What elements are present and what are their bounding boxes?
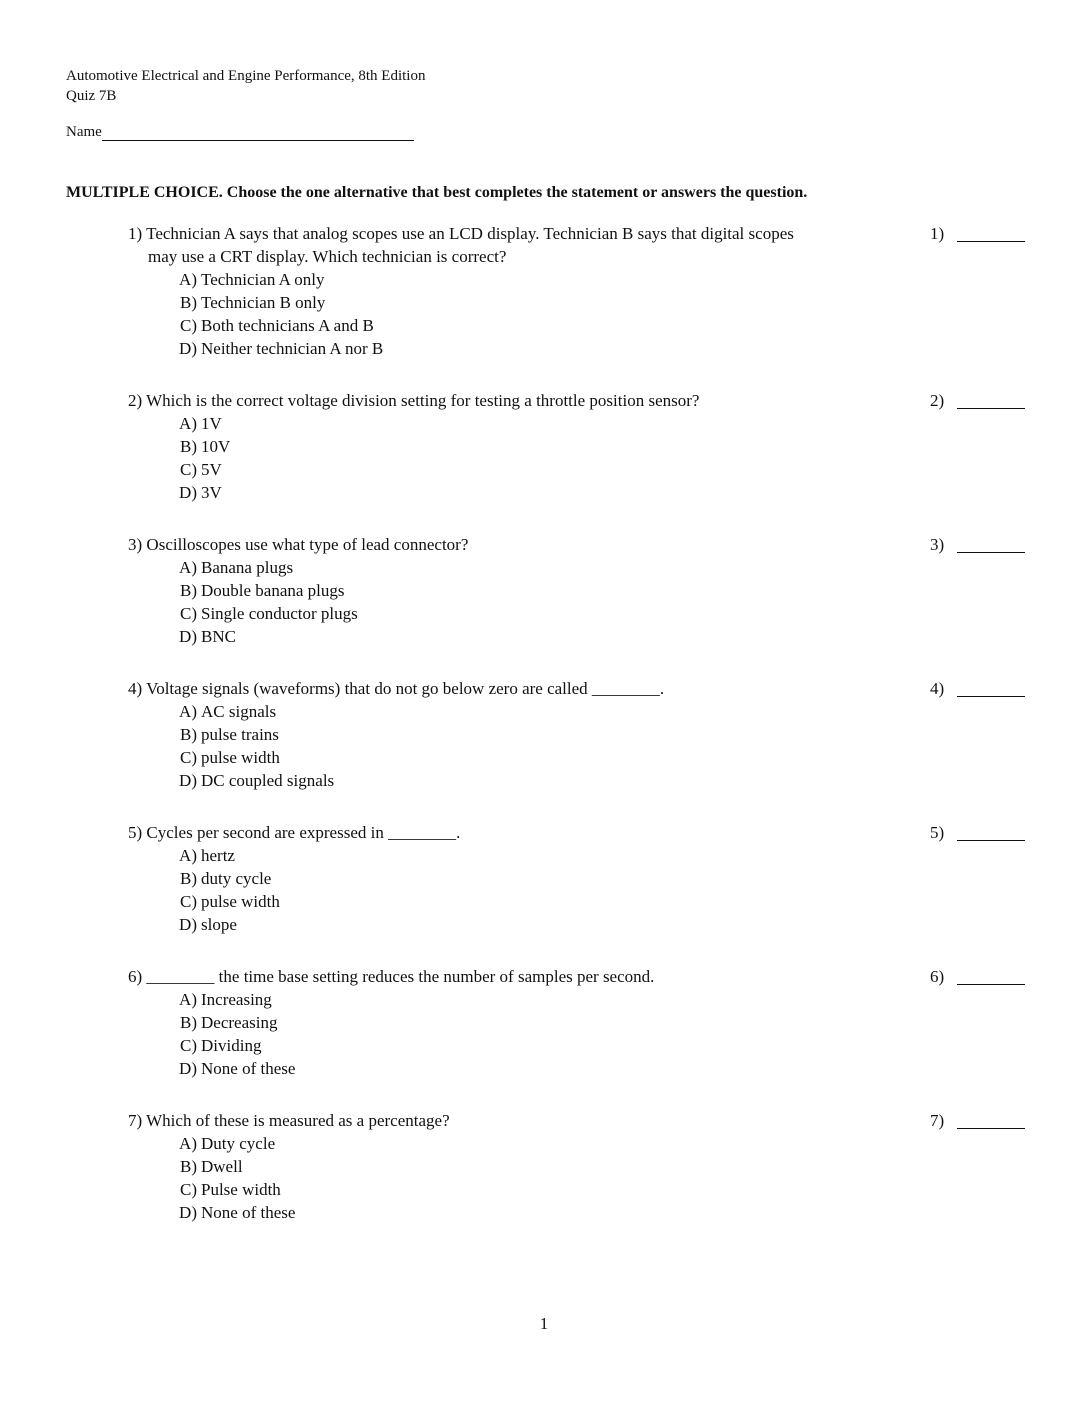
option-text: pulse trains — [201, 725, 279, 744]
question-text-line — [128, 389, 898, 412]
answer-option — [128, 435, 1028, 458]
instructions: MULTIPLE CHOICE. Choose the one alternative that best completes the statement or answers the question. — [66, 184, 808, 201]
question-text-line — [128, 222, 898, 245]
answer-option — [128, 867, 1028, 890]
document-header — [66, 66, 425, 106]
answer-option — [128, 268, 1028, 291]
question-number: 7) — [128, 1111, 143, 1130]
question-text-line — [128, 533, 898, 556]
question-text-content: Technician A says that analog scopes use an LCD display. Technician B says that digital scopes — [146, 224, 794, 243]
option-letter: D) — [179, 771, 197, 790]
question-number: 3) — [128, 535, 143, 554]
answer-option — [128, 412, 1028, 435]
question-text-content: Which is the correct voltage division setting for testing a throttle position sensor? — [146, 391, 700, 410]
question-text — [128, 389, 898, 412]
option-letter: D) — [179, 1203, 197, 1222]
option-letter: B) — [180, 437, 197, 456]
answer-blank[interactable] — [957, 241, 1025, 242]
question-text-content: Voltage signals (waveforms) that do not go below zero are called ________. — [146, 679, 665, 698]
question-list — [128, 222, 1028, 1253]
option-letter: D) — [179, 339, 197, 358]
option-text: None of these — [201, 1203, 296, 1222]
option-text: Duty cycle — [201, 1134, 276, 1153]
option-text: None of these — [201, 1059, 296, 1078]
question-text-content: Cycles per second are expressed in ________. — [146, 823, 461, 842]
option-text: 3V — [201, 483, 222, 502]
option-letter: B) — [180, 1157, 197, 1176]
answer-option — [128, 890, 1028, 913]
book-title: Automotive Electrical and Engine Performance, 8th Edition — [66, 68, 426, 84]
option-letter: D) — [179, 627, 197, 646]
option-text: hertz — [201, 846, 235, 865]
question-text-line — [128, 821, 898, 844]
option-text: 5V — [201, 460, 222, 479]
question-number: 5) — [128, 823, 143, 842]
option-text: AC signals — [201, 702, 277, 721]
option-letter: C) — [180, 460, 197, 479]
answer-option — [128, 291, 1028, 314]
answer-option — [128, 1155, 1028, 1178]
answer-option — [128, 723, 1028, 746]
question-text — [128, 533, 898, 556]
answer-blank[interactable] — [957, 1128, 1025, 1129]
option-text: Banana plugs — [201, 558, 294, 577]
answer-number: 4) — [930, 679, 945, 698]
answer-option — [128, 1132, 1028, 1155]
answer-number: 7) — [930, 1111, 945, 1130]
answer-option — [128, 844, 1028, 867]
question-text-content: Which of these is measured as a percentage? — [146, 1111, 450, 1130]
option-text: Decreasing — [201, 1013, 278, 1032]
answer-number: 1) — [930, 224, 945, 243]
option-text: duty cycle — [201, 869, 272, 888]
option-letter: D) — [179, 483, 197, 502]
option-text: DC coupled signals — [201, 771, 335, 790]
answer-option — [128, 602, 1028, 625]
answer-blank[interactable] — [957, 408, 1025, 409]
answer-blank[interactable] — [957, 984, 1025, 985]
option-text: Double banana plugs — [201, 581, 345, 600]
option-letter: B) — [180, 869, 197, 888]
option-letter: A) — [179, 990, 197, 1009]
answer-option — [128, 625, 1028, 648]
question-text-line — [128, 1109, 898, 1132]
answer-number: 3) — [930, 535, 945, 554]
question-7 — [128, 1109, 1028, 1224]
answer-option — [128, 1057, 1028, 1080]
option-letter: B) — [180, 581, 197, 600]
option-letter: C) — [180, 316, 197, 335]
option-letter: D) — [179, 1059, 197, 1078]
answer-blank[interactable] — [957, 696, 1025, 697]
question-text — [128, 222, 898, 268]
option-text: Increasing — [201, 990, 272, 1009]
option-letter: A) — [179, 414, 197, 433]
option-letter: C) — [180, 748, 197, 767]
option-text: BNC — [201, 627, 236, 646]
answer-option — [128, 1178, 1028, 1201]
answer-option — [128, 556, 1028, 579]
name-field — [66, 124, 414, 141]
name-label: Name — [66, 124, 102, 140]
question-text-content: ________ the time base setting reduces the number of samples per second. — [146, 967, 655, 986]
question-6 — [128, 965, 1028, 1080]
question-text-line — [128, 245, 898, 268]
answer-number: 6) — [930, 967, 945, 986]
option-text: 1V — [201, 414, 222, 433]
answer-option — [128, 700, 1028, 723]
answer-option — [128, 1011, 1028, 1034]
question-5 — [128, 821, 1028, 936]
question-number: 2) — [128, 391, 143, 410]
option-letter: C) — [180, 1036, 197, 1055]
answer-number: 2) — [930, 391, 945, 410]
question-text-content: Oscilloscopes use what type of lead connector? — [146, 535, 469, 554]
answer-number: 5) — [930, 823, 945, 842]
option-text: Technician A only — [201, 270, 325, 289]
option-letter: C) — [180, 892, 197, 911]
answer-option — [128, 337, 1028, 360]
option-text: 10V — [201, 437, 231, 456]
option-letter: A) — [179, 702, 197, 721]
option-letter: B) — [180, 1013, 197, 1032]
answer-option — [128, 458, 1028, 481]
option-letter: A) — [179, 846, 197, 865]
option-letter: D) — [179, 915, 197, 934]
question-text-line — [128, 677, 898, 700]
page-number: 1 — [539, 1314, 549, 1333]
name-blank-line — [102, 124, 414, 141]
answer-option — [128, 988, 1028, 1011]
option-text: Pulse width — [201, 1180, 281, 1199]
option-letter: B) — [180, 293, 197, 312]
question-number: 1) — [128, 224, 143, 243]
option-text: Dividing — [201, 1036, 262, 1055]
question-text-content: may use a CRT display. Which technician is correct? — [148, 247, 507, 266]
question-3 — [128, 533, 1028, 648]
question-text — [128, 965, 898, 988]
question-number: 6) — [128, 967, 143, 986]
question-text — [128, 1109, 898, 1132]
answer-option — [128, 314, 1028, 337]
question-2 — [128, 389, 1028, 504]
option-letter: C) — [180, 1180, 197, 1199]
option-text: Both technicians A and B — [201, 316, 374, 335]
option-text: Single conductor plugs — [201, 604, 358, 623]
answer-option — [128, 1034, 1028, 1057]
question-1 — [128, 222, 1028, 360]
option-text: pulse width — [201, 892, 280, 911]
question-4 — [128, 677, 1028, 792]
question-text-line — [128, 965, 898, 988]
answer-blank[interactable] — [957, 840, 1025, 841]
option-letter: A) — [179, 1134, 197, 1153]
answer-option — [128, 481, 1028, 504]
option-text: Technician B only — [201, 293, 326, 312]
option-letter: A) — [179, 270, 197, 289]
quiz-title: Quiz 7B — [66, 88, 117, 104]
question-text — [128, 821, 898, 844]
option-text: pulse width — [201, 748, 280, 767]
question-number: 4) — [128, 679, 143, 698]
answer-option — [128, 746, 1028, 769]
option-letter: C) — [180, 604, 197, 623]
option-letter: A) — [179, 558, 197, 577]
answer-option — [128, 769, 1028, 792]
answer-option — [128, 579, 1028, 602]
option-text: Dwell — [201, 1157, 243, 1176]
option-letter: B) — [180, 725, 197, 744]
option-text: slope — [201, 915, 237, 934]
option-text: Neither technician A nor B — [201, 339, 384, 358]
answer-blank[interactable] — [957, 552, 1025, 553]
question-text — [128, 677, 898, 700]
answer-option — [128, 1201, 1028, 1224]
answer-option — [128, 913, 1028, 936]
